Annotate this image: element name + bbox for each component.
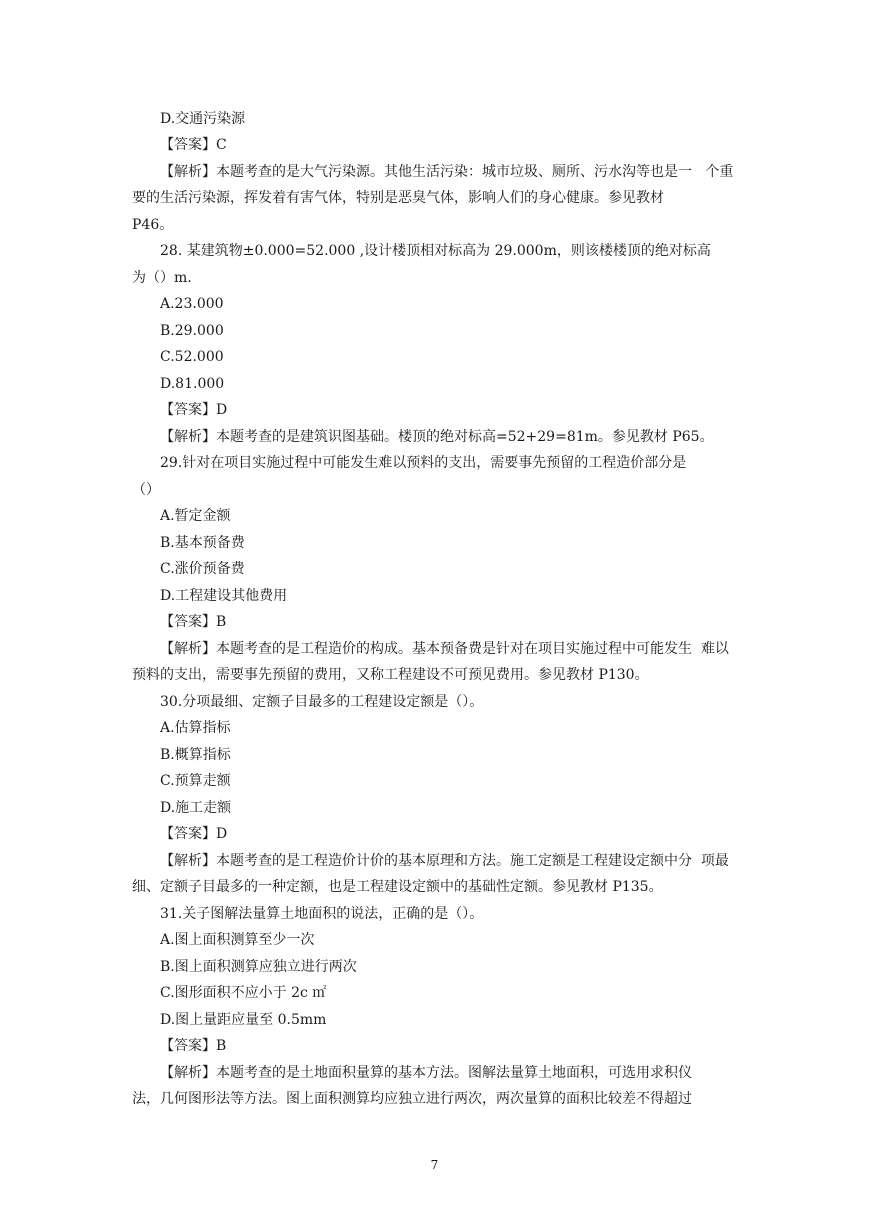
question-28: 28. 某建筑物±0.000=52.000 ,设计楼顶相对标高为 29.000m，则该楼楼顶的绝对标高: [160, 243, 711, 259]
answer-line: 【答案】B: [160, 614, 227, 630]
option-b-line: B.图上面积测算应独立进行两次: [160, 959, 357, 975]
question-31: 31.关子图解法量算土地面积的说法，正确的是（）。: [160, 906, 484, 922]
option-b-line: B.29.000: [160, 323, 224, 339]
option-c-line: C.52.000: [160, 349, 224, 365]
option-d-line: D.施工走额: [160, 800, 232, 816]
explanation-line: 【解析】本题考查的是建筑识图基础。楼顶的绝对标高=52+29=81m。参见教材 P65。: [160, 429, 714, 445]
option-d-line: D.图上量距应量至 0.5mm: [160, 1012, 327, 1028]
option-d-line: D.工程建设其他费用: [160, 588, 288, 604]
option-c-line: C.涨价预备费: [160, 561, 245, 577]
option-b-line: B.概算指标: [160, 747, 231, 763]
option-b-line: B.基本预备费: [160, 535, 245, 551]
explanation-continuation: 细、定额子目最多的一种定额，也是工程建设定额中的基础性定额。参见教材 P135。: [132, 879, 663, 895]
option-a-line: A.暂定金额: [160, 508, 231, 524]
answer-line: 【答案】D: [160, 402, 228, 418]
explanation-continuation: 预料的支出，需要事先预留的费用，又称工程建设不可预见费用。参见教材 P130。: [132, 667, 649, 683]
explanation-continuation: 要的生活污染源，挥发着有害气体，特别是恶臭气体，影响人们的身心健康。参见教材: [132, 190, 664, 206]
option-c-line: C.预算走额: [160, 773, 231, 789]
answer-line: 【答案】D: [160, 826, 228, 842]
option-a-line: A.估算指标: [160, 720, 231, 736]
question-30: 30.分项最细、定额子目最多的工程建设定额是（）。: [160, 694, 484, 710]
page-number: 7: [430, 1158, 439, 1172]
question-continuation: 为（）m.: [132, 270, 192, 286]
explanation-continuation: P46。: [132, 217, 174, 233]
option-a-line: A.图上面积测算至少一次: [160, 932, 315, 948]
explanation-line: 【解析】本题考查的是大气污染源。其他生活污染：城市垃圾、厕所、污水沟等也是一 个重: [160, 164, 734, 180]
explanation-line: 【解析】本题考查的是工程造价的构成。基本预备费是针对在项目实施过程中可能发生 难以: [160, 641, 729, 657]
question-29: 29.针对在项目实施过程中可能发生难以预料的支出，需要事先预留的工程造价部分是: [160, 455, 687, 471]
option-c-line: C.图形面积不应小于 2c ㎡: [160, 985, 327, 1001]
option-d-line: D.81.000: [160, 376, 225, 392]
option-d-line: D.交通污染源: [160, 111, 246, 127]
option-a-line: A.23.000: [160, 296, 224, 312]
answer-line: 【答案】C: [160, 137, 227, 153]
explanation-line: 【解析】本题考查的是工程造价计价的基本原理和方法。施工定额是工程建设定额中分 项最: [160, 853, 729, 869]
answer-line: 【答案】B: [160, 1038, 227, 1054]
explanation-line: 【解析】本题考查的是土地面积量算的基本方法。图解法量算土地面积，可选用求积仪: [160, 1065, 692, 1081]
explanation-continuation: 法，几何图形法等方法。图上面积测算均应独立进行两次，两次量算的面积比较差不得超过: [132, 1091, 692, 1107]
question-continuation: （）: [132, 482, 160, 498]
